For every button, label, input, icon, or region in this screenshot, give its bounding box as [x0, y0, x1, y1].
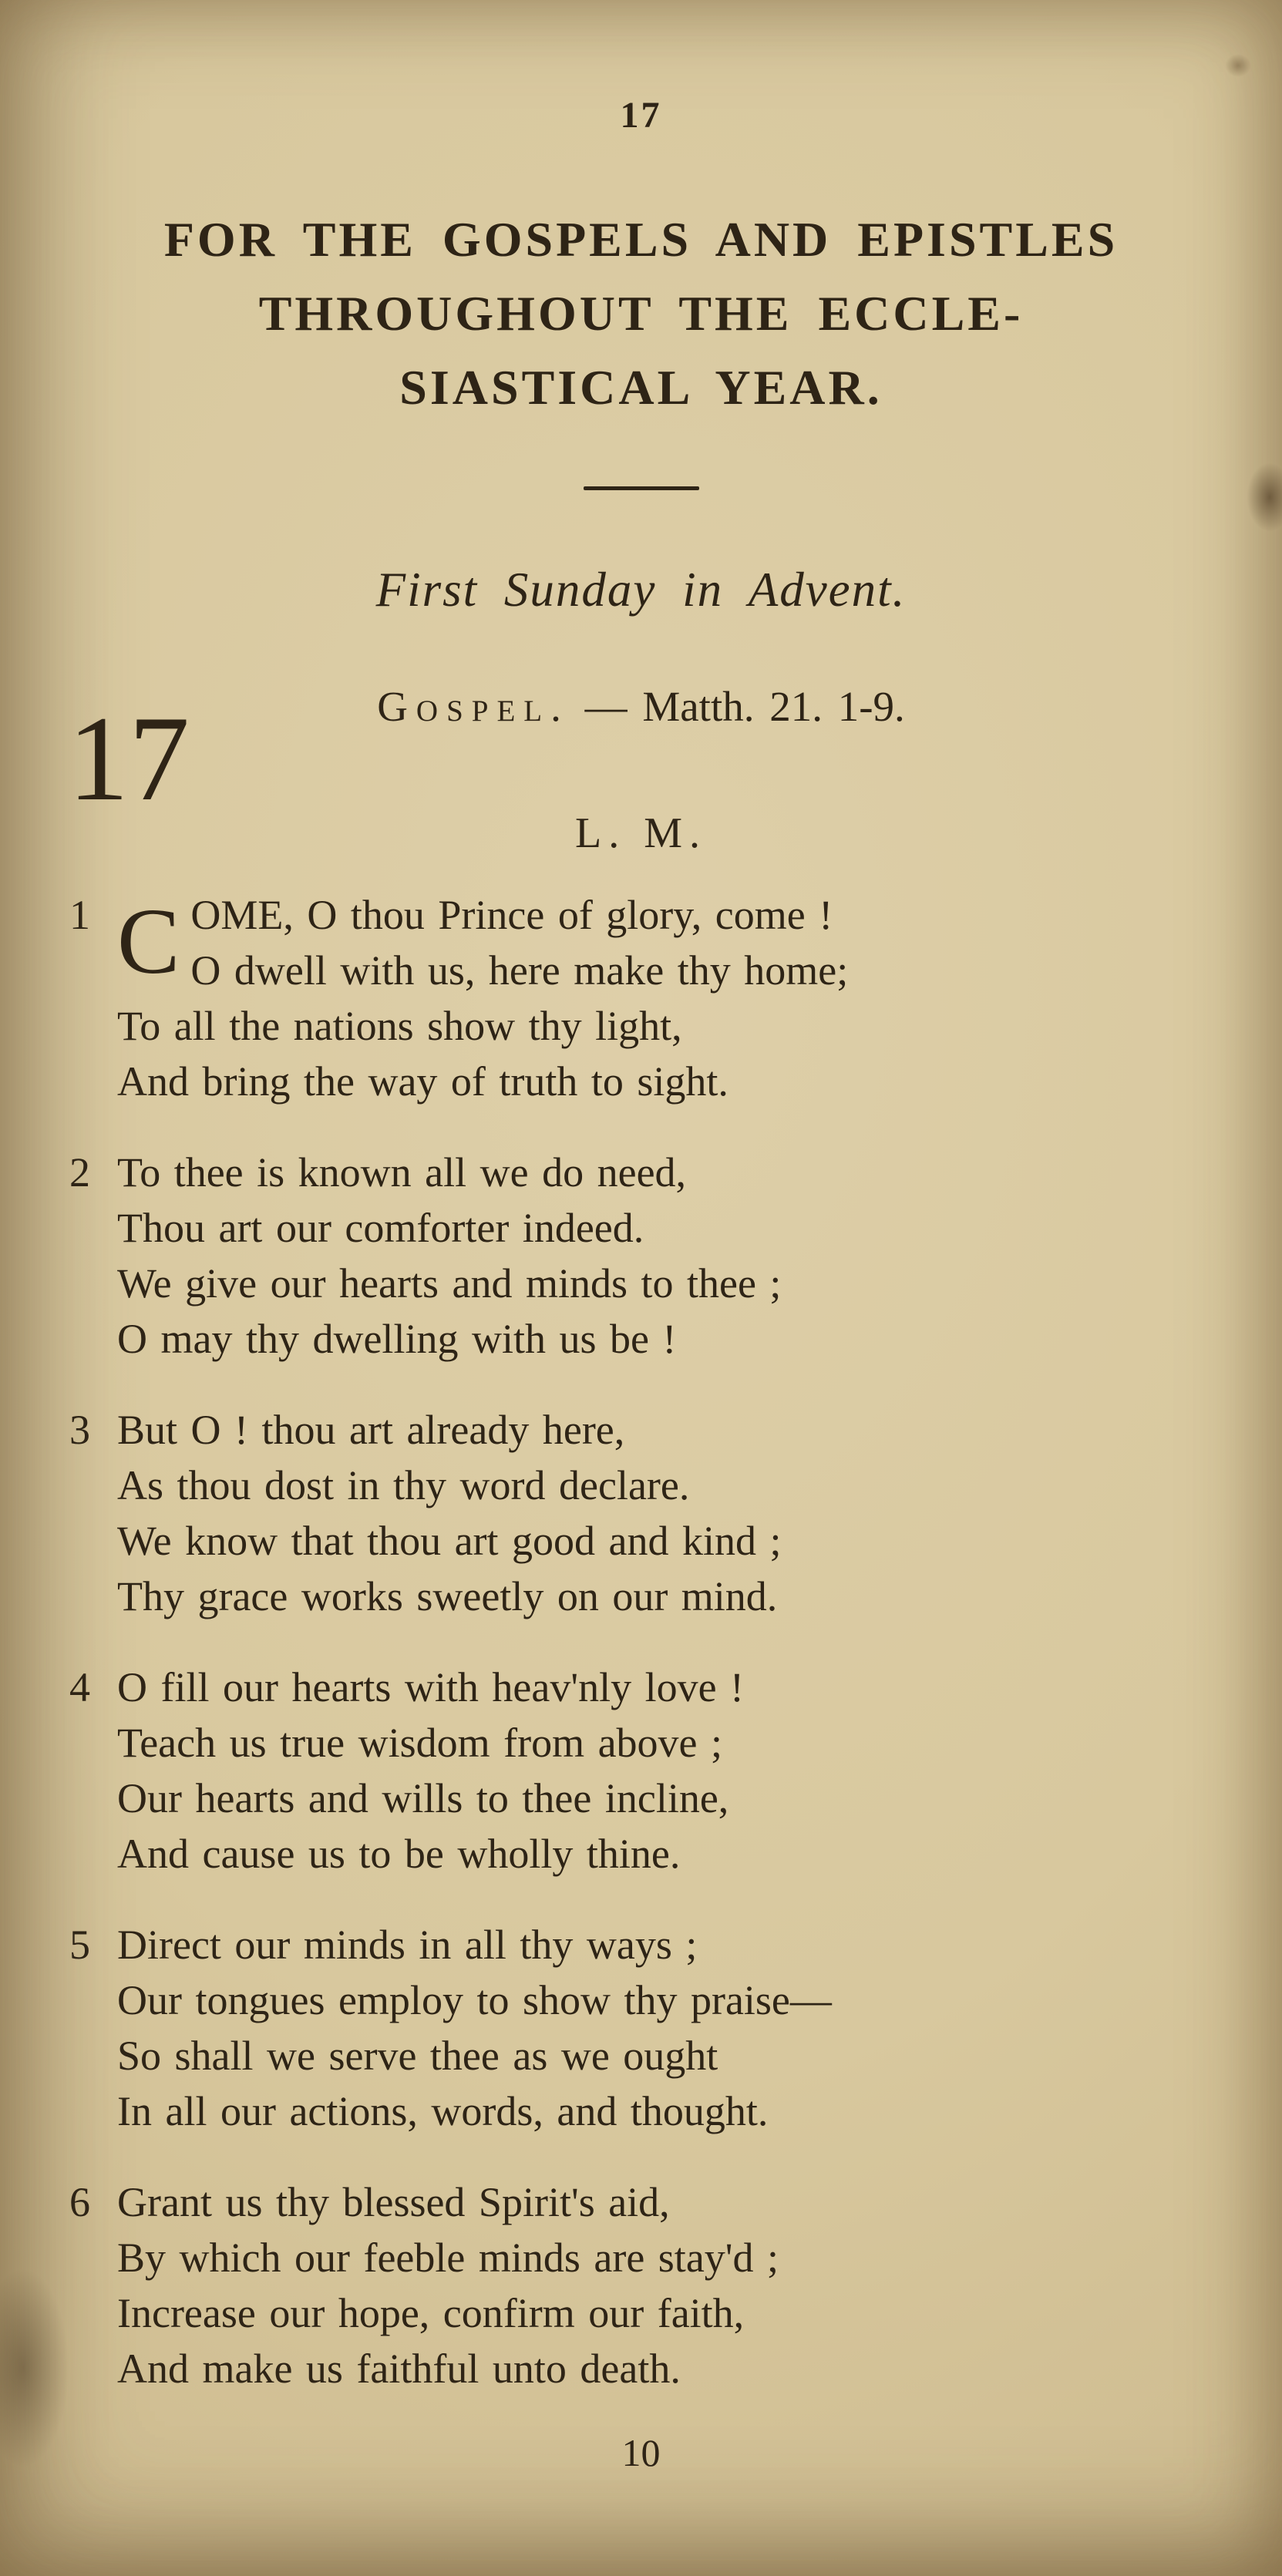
verse-line: And cause us to be wholly thine. [117, 1831, 681, 1877]
hymn-verses [46, 887, 1236, 2396]
section-title [46, 203, 1236, 425]
title-line-1: FOR THE GOSPELS AND EPISTLES [163, 212, 1119, 267]
verse-line: We know that thou art good and kind ; [117, 1518, 782, 1564]
hymn-number: 17 [68, 691, 190, 826]
gospel-reference [46, 682, 1236, 731]
verse-line: We give our hearts and minds to thee ; [117, 1260, 782, 1306]
gospel-label: Gospel. [377, 683, 570, 730]
verse-dropcap-block [117, 887, 1236, 998]
verse-line: Grant us thy blessed Spirit's aid, [117, 2179, 670, 2225]
verse-1 [69, 887, 1236, 1109]
verse-line: As thou dost in thy word declare. [117, 1462, 690, 1508]
verse-line: And bring the way of truth to sight. [117, 1058, 728, 1105]
page-number-top: 17 [620, 95, 662, 136]
verse-line: Thou art our comforter indeed. [117, 1205, 644, 1251]
verse-line: Teach us true wisdom from above ; [117, 1720, 723, 1766]
meter-label: L. M. [575, 809, 707, 857]
verse-number: 4 [69, 1664, 90, 1710]
verse-line: Our tongues employ to show thy praise— [117, 1977, 832, 2023]
verse-line: Thy grace works sweetly on our mind. [117, 1573, 778, 1619]
ink-smudge [1247, 462, 1282, 532]
verse-line: Our hearts and wills to thee incline, [117, 1775, 729, 1821]
gospel-ref-text: — Matth. 21. 1-9. [584, 683, 905, 730]
verse-line: In all our actions, words, and thought. [117, 2088, 769, 2134]
divider-rule [584, 486, 699, 490]
verse-number: 1 [69, 892, 90, 938]
verse-number: 2 [69, 1149, 90, 1196]
verse-line: And make us faithful unto death. [117, 2346, 681, 2392]
verse-5 [69, 1917, 1236, 2139]
page-number-bottom: 10 [621, 2431, 661, 2474]
title-line-2: THROUGHOUT THE ECCLE- [258, 286, 1024, 341]
verse-line: By which our feeble minds are stay'd ; [117, 2235, 779, 2281]
verse-line: But O ! thou art already here, [117, 1407, 625, 1453]
verse-line: O dwell with us, here make thy home; [190, 947, 849, 994]
verse-line: O fill our hearts with heav'nly love ! [117, 1664, 745, 1710]
verse-line: O may thy dwelling with us be ! [117, 1316, 677, 1362]
verse-line: To thee is known all we do need, [117, 1149, 687, 1196]
verse-number: 5 [69, 1922, 90, 1968]
verse-2 [69, 1145, 1236, 1367]
verse-6 [69, 2174, 1236, 2396]
verse-number: 3 [69, 1407, 90, 1453]
verse-number: 6 [69, 2179, 90, 2225]
title-line-3: SIASTICAL YEAR. [399, 360, 883, 415]
verse-4 [69, 1660, 1236, 1882]
verse-3 [69, 1402, 1236, 1624]
paper-stain [1225, 54, 1251, 77]
verse-line: So shall we serve thee as we ought [117, 2033, 718, 2079]
dropcap-letter: C [117, 889, 180, 994]
verse-line: Increase our hope, confirm our faith, [117, 2290, 745, 2336]
sunday-heading: First Sunday in Advent. [375, 563, 907, 617]
verse-line: Direct our minds in all thy ways ; [117, 1922, 698, 1968]
verse-line: OME, O thou Prince of glory, come ! [190, 892, 833, 938]
verse-line: To all the nations show thy light, [117, 1003, 682, 1049]
